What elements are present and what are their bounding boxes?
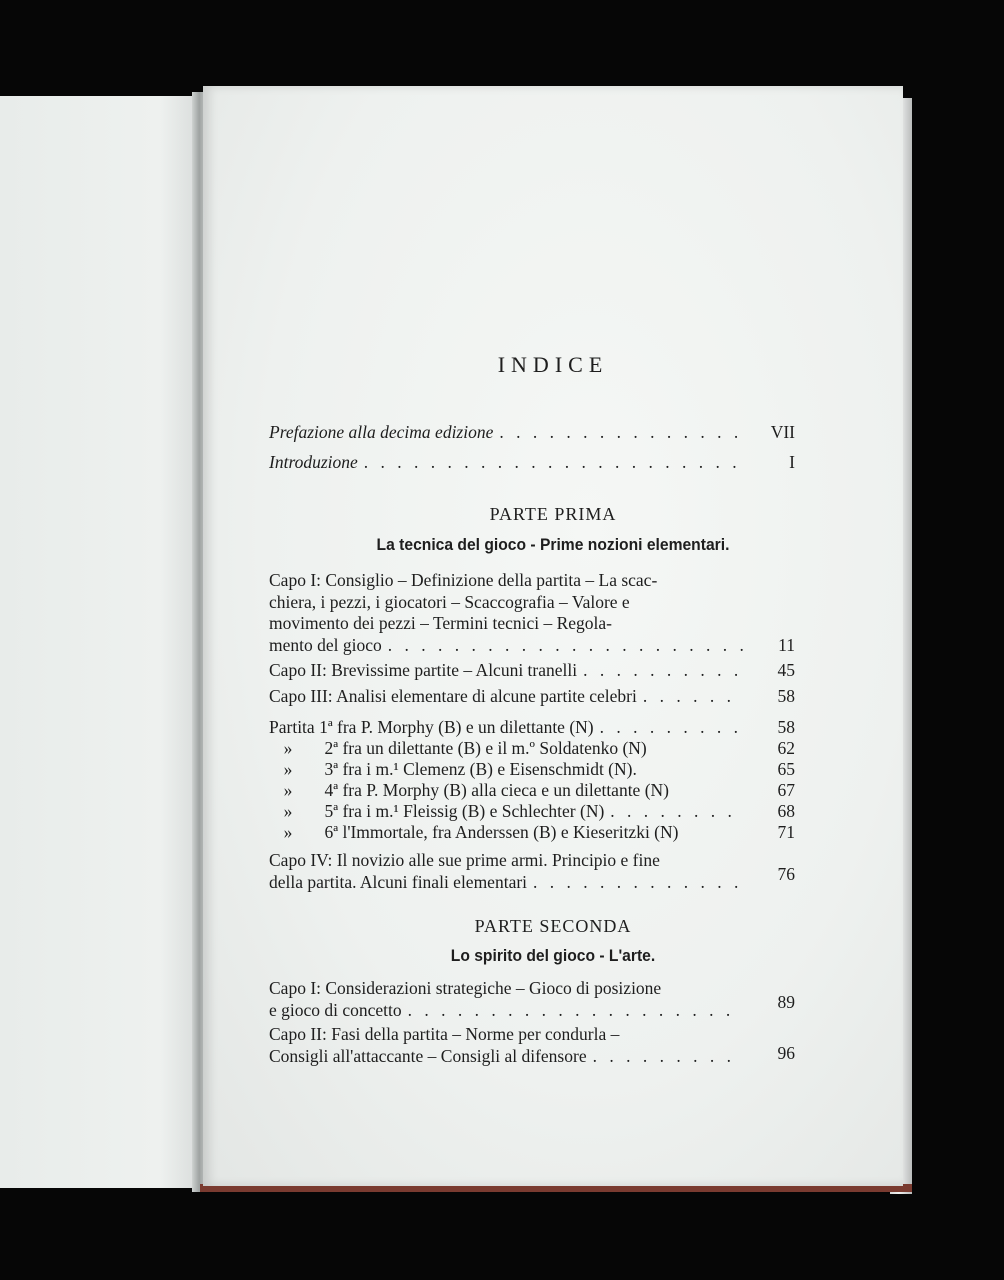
part-heading: PARTE SECONDA bbox=[474, 916, 632, 936]
right-page bbox=[203, 86, 903, 1186]
ditto-mark: » bbox=[283, 780, 293, 800]
toc-page-number: 58 bbox=[777, 717, 795, 737]
page-title: INDICE bbox=[497, 352, 609, 377]
toc-entry-partita-4[interactable] bbox=[269, 780, 743, 801]
toc-line bbox=[269, 1000, 743, 1022]
toc-entry-capo-2[interactable] bbox=[269, 660, 743, 681]
leader-dots bbox=[408, 1000, 743, 1022]
toc-page-number: 11 bbox=[778, 635, 795, 655]
toc-page-number: VII bbox=[770, 422, 795, 442]
toc-entry-partita-2[interactable] bbox=[269, 738, 743, 759]
toc-line: chiera, i pezzi, i giocatori – Scaccografia – Valore e bbox=[269, 591, 630, 612]
part-heading: PARTE PRIMA bbox=[489, 504, 617, 524]
toc-entry-label: 2ª fra un dilettante (B) e il m.º Soldatenko (N) bbox=[324, 738, 647, 758]
toc-line-text: Consigli all'attaccante – Consigli al difensore bbox=[269, 1045, 587, 1066]
toc-entry-capo-4[interactable] bbox=[269, 850, 743, 893]
toc-entry-partita-3[interactable] bbox=[269, 759, 743, 780]
left-page bbox=[0, 96, 200, 1188]
ditto-mark: » bbox=[283, 801, 293, 821]
toc-page-number: 89 bbox=[777, 992, 795, 1012]
leader-dots bbox=[593, 1046, 743, 1068]
toc-entry-partita-6[interactable] bbox=[269, 822, 743, 843]
toc-page-number: 67 bbox=[777, 780, 795, 800]
toc-entry-label: Prefazione alla decima edizione bbox=[269, 422, 494, 442]
toc-entry-label: 6ª l'Immortale, fra Anderssen (B) e Kieseritzki (N) bbox=[324, 822, 679, 842]
part-subtitle: Lo spirito del gioco - L'arte. bbox=[450, 946, 656, 965]
toc-entry-label: Capo III: Analisi elementare di alcune partite celebri bbox=[269, 686, 637, 706]
part-subtitle: La tecnica del gioco - Prime nozioni elementari. bbox=[376, 535, 730, 554]
toc-entry-label: Introduzione bbox=[269, 452, 358, 472]
toc-page-number: 45 bbox=[777, 660, 795, 680]
toc-page-number: 71 bbox=[777, 822, 795, 842]
toc-line bbox=[269, 1046, 743, 1068]
toc-page-number: I bbox=[789, 452, 795, 472]
leader-dots bbox=[643, 686, 737, 707]
toc-page-number: 68 bbox=[777, 801, 795, 821]
ditto-mark: » bbox=[283, 759, 293, 779]
leader-dots bbox=[583, 660, 737, 681]
partita-prefix: Partita bbox=[269, 717, 315, 737]
leader-dots bbox=[499, 422, 737, 443]
toc-line: Capo I: Considerazioni strategiche – Gioco di posizione bbox=[269, 978, 662, 998]
toc-entry-capo-2-part2[interactable] bbox=[269, 1024, 743, 1067]
leader-dots bbox=[364, 452, 737, 473]
toc-line: Capo I: Consiglio – Definizione della partita – La scac- bbox=[269, 570, 658, 590]
toc-entry-label: 5ª fra i m.¹ Fleissig (B) e Schlechter (N) bbox=[324, 801, 605, 821]
toc-page-number: 65 bbox=[777, 759, 795, 779]
toc-line: Capo II: Fasi della partita – Norme per condurla – bbox=[269, 1024, 620, 1044]
toc-entry-label: 3ª fra i m.¹ Clemenz (B) e Eisenschmidt (N). bbox=[324, 759, 637, 779]
toc-page-number: 96 bbox=[777, 1043, 795, 1063]
leader-dots bbox=[533, 872, 743, 894]
leader-dots bbox=[388, 635, 743, 657]
toc-line: Capo IV: Il novizio alle sue prime armi. Principio e fine bbox=[269, 850, 660, 870]
ditto-mark: » bbox=[283, 738, 293, 758]
toc-entry-partita-5[interactable] bbox=[269, 801, 743, 822]
toc-line-text: e gioco di concetto bbox=[269, 999, 402, 1020]
toc-entry-capo-1[interactable] bbox=[269, 570, 743, 656]
toc-entry-introduzione[interactable] bbox=[269, 452, 743, 473]
toc-line bbox=[269, 872, 743, 894]
toc-line-text: mento del gioco bbox=[269, 634, 382, 655]
toc-line-text: della partita. Alcuni finali elementari bbox=[269, 871, 528, 892]
toc-entry-capo-3[interactable] bbox=[269, 686, 743, 707]
toc-line: movimento dei pezzi – Termini tecnici – Regola- bbox=[269, 613, 613, 633]
toc-entry-label: Capo II: Brevissime partite – Alcuni tranelli bbox=[269, 660, 578, 680]
leader-dots bbox=[600, 717, 737, 738]
toc-entry-label: 4ª fra P. Morphy (B) alla cieca e un dilettante (N) bbox=[324, 780, 669, 800]
toc-entry-prefazione[interactable] bbox=[269, 422, 743, 443]
toc-entry-capo-1-part2[interactable] bbox=[269, 978, 743, 1021]
leader-dots bbox=[610, 801, 737, 822]
toc-entry-partita-1[interactable] bbox=[269, 717, 743, 738]
toc-entry-label: 1ª fra P. Morphy (B) e un dilettante (N) bbox=[319, 717, 594, 737]
toc-line bbox=[269, 635, 743, 657]
toc-page-number: 58 bbox=[777, 686, 795, 706]
ditto-mark: » bbox=[283, 822, 293, 842]
toc-page-number: 76 bbox=[777, 864, 795, 884]
toc-page-number: 62 bbox=[777, 738, 795, 758]
